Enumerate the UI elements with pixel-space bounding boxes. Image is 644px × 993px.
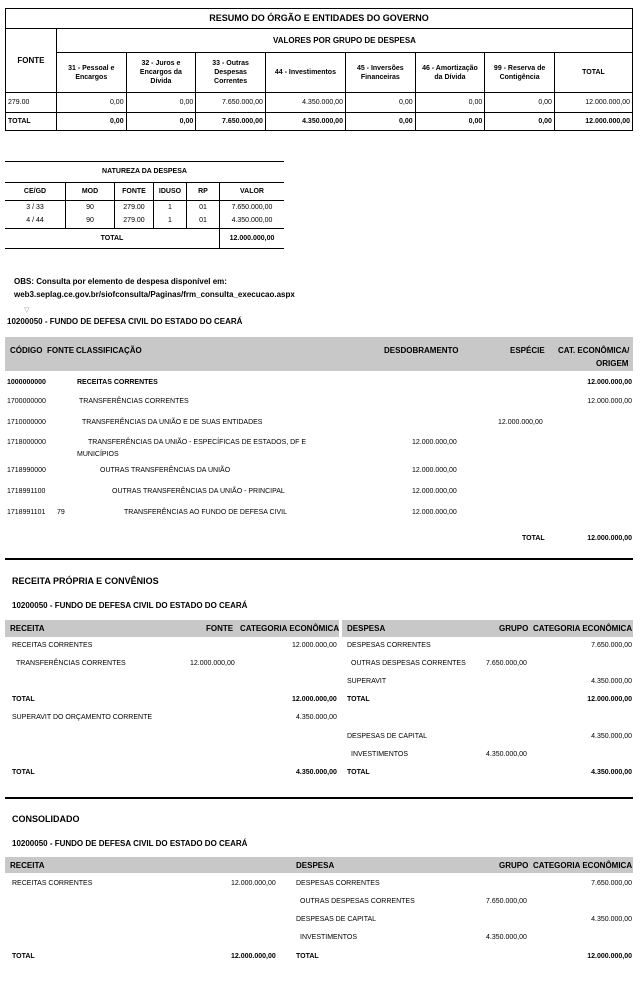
total-d: 12.000.000,00 [587, 953, 632, 960]
cell: 279.00 [115, 200, 154, 214]
h-cat2: ORIGEM [596, 359, 629, 368]
rc-label: RECEITAS CORRENTES [12, 642, 93, 649]
h-receita: RECEITA [10, 861, 45, 870]
cell: 0,00 [415, 93, 485, 113]
tc-value: 12.000.000,00 [190, 660, 235, 667]
natureza-col-header: FONTE [115, 182, 154, 200]
odc-label: OUTRAS DESPESAS CORRENTES [351, 660, 466, 667]
h-cat: CATEGORIA ECONÔMICA [533, 861, 633, 870]
total-row [5, 228, 284, 248]
row-desd: 12.000.000,00 [412, 439, 457, 446]
row-fonte: 79 [57, 509, 65, 516]
cell: 7.650.000,00 [196, 113, 266, 131]
total-label: TOTAL [12, 953, 35, 960]
total-label: TOTAL [347, 696, 370, 703]
natureza-col-header: VALOR [240, 187, 264, 195]
fonte-header: FONTE [6, 29, 57, 93]
col-header: 45 - Inversões Financeiras [345, 53, 415, 93]
h-cat: CATEGORIA ECONÔMICA [240, 624, 340, 633]
cell: 1 [154, 214, 187, 228]
resumo-table [5, 8, 633, 131]
row-cat: 12.000.000,00 [587, 379, 632, 386]
row-desd: 12.000.000,00 [412, 509, 457, 516]
superavit-value: 4.350.000,00 [591, 678, 632, 685]
inv-value: 4.350.000,00 [486, 934, 527, 941]
row-codigo: 1718000000 [7, 439, 46, 446]
dcap-value: 4.350.000,00 [591, 733, 632, 740]
cell: 0,00 [56, 113, 126, 131]
cell: 0,00 [126, 113, 196, 131]
row-codigo: 1718990000 [7, 467, 46, 474]
col-header: 99 - Reserva de Contigência [485, 53, 555, 93]
cell: 0,00 [126, 93, 196, 113]
h-receita: RECEITA [10, 624, 45, 633]
dc-label: DESPESAS CORRENTES [347, 642, 431, 649]
h-fonte: FONTE [47, 346, 75, 355]
table-row [5, 200, 284, 214]
row-codigo: 1718991100 [7, 488, 46, 495]
row-class: TRANSFERÊNCIAS CORRENTES [79, 398, 189, 405]
col-header: 46 - Amortização da Dívida [415, 53, 485, 93]
h-grupo: GRUPO [499, 624, 529, 633]
h-classificacao: CLASSIFICAÇÃO [76, 346, 142, 355]
cell: 3 / 33 [5, 200, 66, 214]
row-codigo: 1710000000 [7, 419, 46, 426]
natureza-col-header: MOD [66, 182, 115, 200]
dcap-label: DESPESAS DE CAPITAL [296, 916, 377, 923]
table-row [6, 93, 633, 113]
obs-line1: OBS: Consulta por elemento de despesa disponível em: [14, 277, 227, 286]
inv-value: 4.350.000,00 [486, 751, 527, 758]
row-cat: 12.000.000,00 [587, 398, 632, 405]
odc-label: OUTRAS DESPESAS CORRENTES [300, 898, 415, 905]
h-codigo: CÓDIGO [10, 346, 43, 355]
cell: 4.350.000,00 [265, 113, 345, 131]
total-r1: 12.000.000,00 [292, 696, 337, 703]
total-row [6, 113, 633, 131]
dc-value: 7.650.000,00 [591, 880, 632, 887]
cell: 4.350.000,00 [265, 93, 345, 113]
total-label: TOTAL [12, 696, 35, 703]
consolidado-section-title: CONSOLIDADO [12, 814, 80, 824]
dc-value: 7.650.000,00 [591, 642, 632, 649]
cell: 90 [66, 214, 115, 228]
consolidado-fundo: 10200050 - FUNDO DE DEFESA CIVIL DO ESTADO DO CEARÁ [12, 839, 248, 848]
natureza-col-header: IDUSO [154, 182, 187, 200]
rc-value: 12.000.000,00 [292, 642, 337, 649]
odc-value: 7.650.000,00 [486, 898, 527, 905]
cell: 1 [154, 200, 187, 214]
row-esp: 12.000.000,00 [498, 419, 543, 426]
cell: 4 / 44 [5, 214, 66, 228]
col-header: 32 - Juros e Encargos da Dívida [126, 53, 196, 93]
cell: 01 [187, 214, 220, 228]
cell: 0,00 [345, 93, 415, 113]
superavit-label: SUPERAVIT [347, 678, 387, 685]
col-header: 44 - Investimentos [265, 53, 345, 93]
cell: TOTAL [5, 228, 220, 248]
total-d1: 12.000.000,00 [587, 696, 632, 703]
h-grupo: GRUPO [499, 861, 529, 870]
col-header: TOTAL [554, 53, 632, 93]
row-desd: 12.000.000,00 [412, 488, 457, 495]
cell: 0,00 [56, 93, 126, 113]
cell: 12.000.000,00 [229, 234, 275, 242]
natureza-title: NATUREZA DA DESPESA [102, 168, 187, 176]
cell: 01 [187, 200, 220, 214]
h-despesa: DESPESA [296, 861, 335, 870]
sup-orc-label: SUPERAVIT DO ORÇAMENTO CORRENTE [12, 714, 153, 721]
row-class: TRANSFERÊNCIAS DA UNIÃO - ESPECÍFICAS DE ESTADOS, DF E [88, 439, 307, 446]
cell: 0,00 [415, 113, 485, 131]
cell: 90 [66, 200, 115, 214]
row-desd: 12.000.000,00 [412, 467, 457, 474]
natureza-table [5, 162, 284, 249]
cell: TOTAL [6, 113, 57, 131]
inv-label: INVESTIMENTOS [300, 934, 358, 941]
row-codigo: 1700000000 [7, 398, 46, 405]
obs-link[interactable]: web3.seplag.ce.gov.br/siofconsulta/Paginas/frm_consulta_execucao.aspx [14, 290, 295, 299]
cell: 279.00 [115, 214, 154, 228]
fundo-title: 10200050 - FUNDO DE DEFESA CIVIL DO ESTADO DO CEARÁ [7, 317, 243, 326]
dcap-value: 4.350.000,00 [591, 916, 632, 923]
valores-header: VALORES POR GRUPO DE DESPESA [56, 29, 632, 53]
row-class: TRANSFERÊNCIAS DA UNIÃO E DE SUAS ENTIDADES [82, 419, 263, 426]
total-label: TOTAL [347, 769, 370, 776]
cell: 12.000.000,00 [554, 113, 632, 131]
sup-orc-value: 4.350.000,00 [296, 714, 337, 721]
receitas-total-label: TOTAL [522, 535, 545, 542]
cell: 0,00 [485, 113, 555, 131]
cell: 0,00 [485, 93, 555, 113]
receitas-total-value: 12.000.000,00 [587, 535, 632, 542]
col-header: 31 - Pessoal e Encargos [56, 53, 126, 93]
row-class: RECEITAS CORRENTES [77, 379, 158, 386]
cell: 7.650.000,00 [196, 93, 266, 113]
total-d2: 4.350.000,00 [591, 769, 632, 776]
rc-value: 12.000.000,00 [231, 880, 276, 887]
inv-label: INVESTIMENTOS [351, 751, 409, 758]
propria-fundo: 10200050 - FUNDO DE DEFESA CIVIL DO ESTADO DO CEARÁ [12, 601, 248, 610]
resumo-title: RESUMO DO ÓRGÃO E ENTIDADES DO GOVERNO [6, 9, 633, 29]
h-cat1: CAT. ECONÔMICA/ [558, 346, 630, 355]
dcap-label: DESPESAS DE CAPITAL [347, 733, 428, 740]
total-label: TOTAL [12, 769, 35, 776]
row-class: TRANSFERÊNCIAS AO FUNDO DE DEFESA CIVIL [124, 509, 287, 516]
row-class2: MUNICÍPIOS [77, 451, 119, 458]
row-class: OUTRAS TRANSFERÊNCIAS DA UNIÃO [100, 467, 231, 474]
cell: 4.350.000,00 [231, 217, 273, 225]
total-label: TOTAL [296, 953, 319, 960]
natureza-col-header: RP [187, 182, 220, 200]
natureza-col-header: CE/GD [5, 182, 66, 200]
arrow-icon: ▽ [24, 307, 30, 314]
propria-section-title: RECEITA PRÓPRIA E CONVÊNIOS [12, 576, 159, 586]
cell: 7.650.000,00 [231, 203, 273, 211]
total-r: 12.000.000,00 [231, 953, 276, 960]
row-codigo: 1718991101 [7, 509, 46, 516]
h-fonte: FONTE [206, 624, 234, 633]
col-header: 33 - Outras Despesas Correntes [196, 53, 266, 93]
rc-label: RECEITAS CORRENTES [12, 880, 93, 887]
table-row [5, 214, 284, 228]
tc-label: TRANSFERÊNCIAS CORRENTES [16, 660, 126, 667]
row-class: OUTRAS TRANSFERÊNCIAS DA UNIÃO - PRINCIPAL [112, 488, 285, 495]
odc-value: 7.650.000,00 [486, 660, 527, 667]
cell: 12.000.000,00 [554, 93, 632, 113]
h-cat2: CATEGORIA ECONÔMICA [533, 624, 633, 633]
total-r2: 4.350.000,00 [296, 769, 337, 776]
h-desdobramento: DESDOBRAMENTO [384, 346, 459, 355]
h-despesa: DESPESA [347, 624, 386, 633]
cell: 0,00 [345, 113, 415, 131]
dc-label: DESPESAS CORRENTES [296, 880, 380, 887]
row-codigo: 1000000000 [7, 379, 46, 386]
cell: 279.00 [6, 93, 57, 113]
h-especie: ESPÉCIE [510, 346, 545, 355]
